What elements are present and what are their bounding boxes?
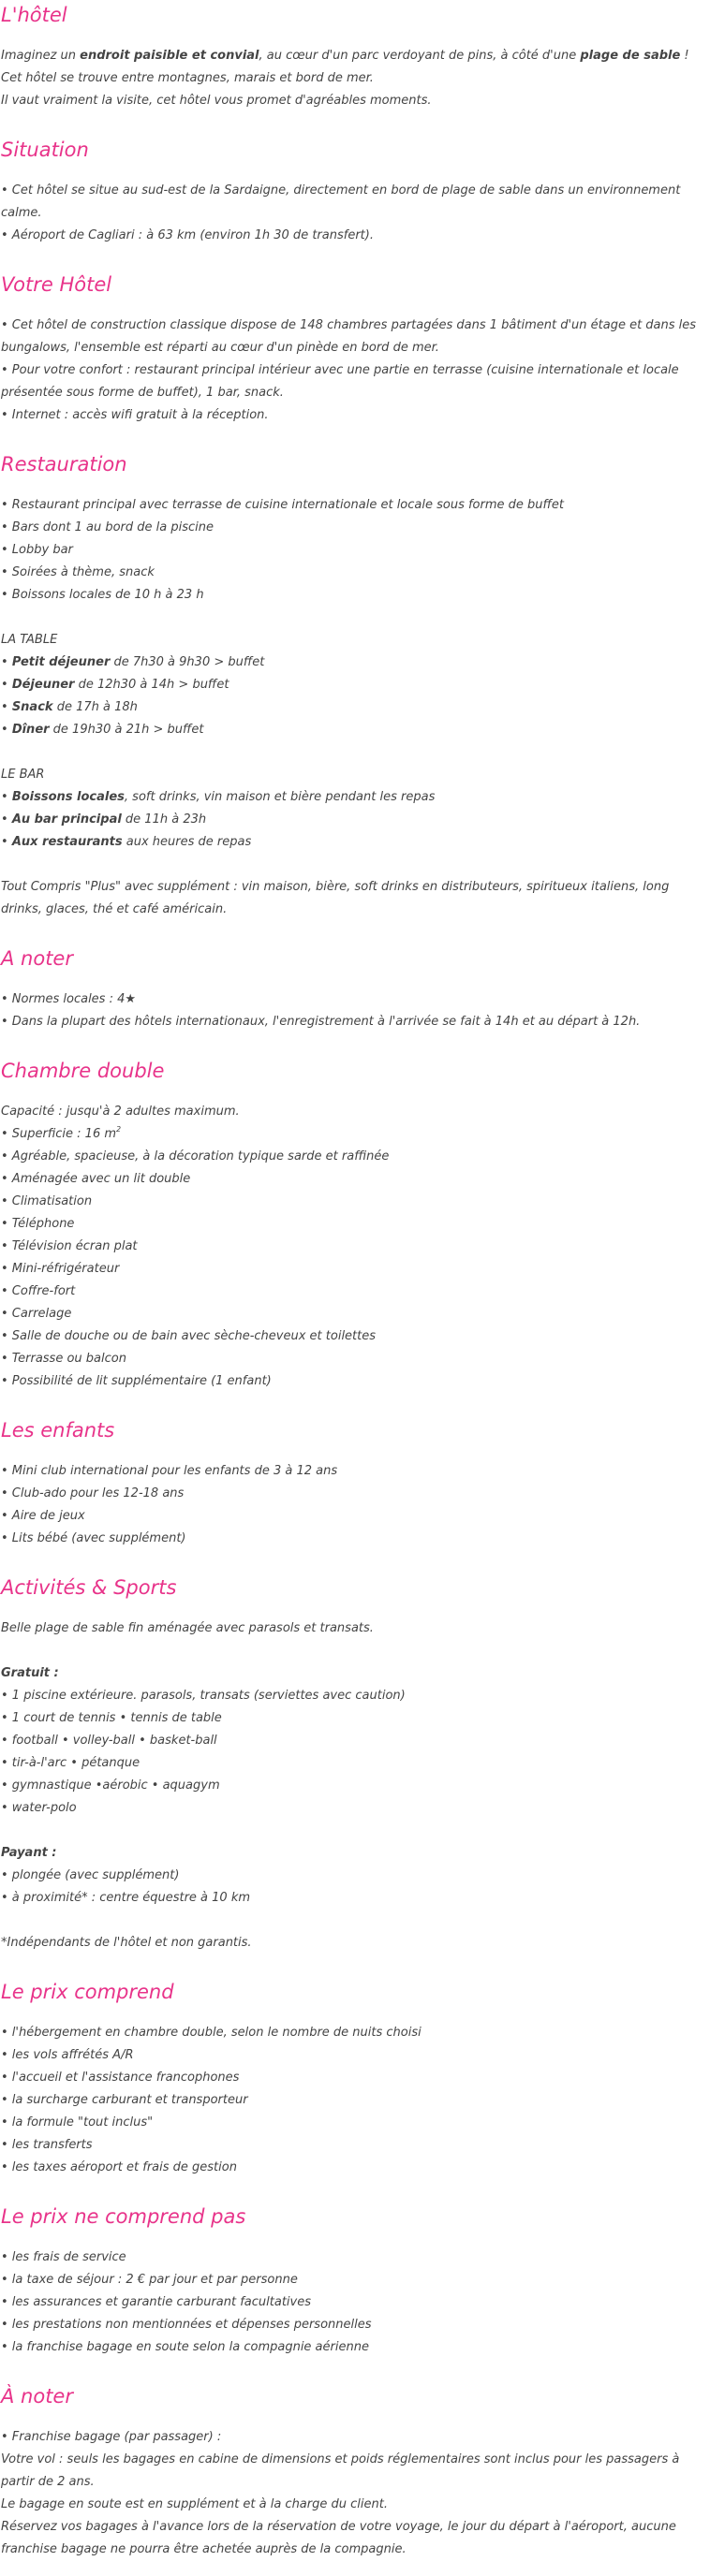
text-line: [1, 45, 708, 90]
text-line: [1, 2089, 708, 2112]
text-line: [1, 1370, 708, 1393]
text-line: [1, 1685, 708, 1707]
bold-text: Petit déjeuner: [11, 655, 111, 669]
text-span: •: [1, 812, 12, 827]
text-span: • Internet : accès wifi gratuit à la réception.: [1, 408, 269, 422]
text-span: • la taxe de séjour : 2 € par jour et par personne: [1, 2273, 298, 2287]
text-line: [1, 2494, 708, 2516]
section-le-prix-ne-comprend-pas: [1, 2202, 708, 2381]
text-span: • Terrasse ou balcon: [1, 1352, 126, 1366]
text-line: [1, 1842, 708, 1865]
text-line: [1, 1797, 708, 1820]
section-heading: A noter: [1, 947, 73, 970]
section-les-enfants: [1, 1415, 708, 1573]
spacer: [1, 854, 708, 876]
text-line: [1, 2314, 708, 2336]
text-line: [1, 1258, 708, 1281]
bold-text: Snack: [11, 700, 53, 714]
text-span: • water-polo: [1, 1801, 77, 1815]
text-line: [1, 2112, 708, 2134]
text-span: • les assurances et garantie carburant facultatives: [1, 2295, 312, 2309]
text-line: [1, 562, 708, 584]
text-span: Imaginez un: [1, 49, 81, 63]
text-span: • Aire de jeux: [1, 1509, 85, 1523]
section-heading: À noter: [1, 2385, 73, 2408]
text-span: • Cet hôtel se situe au sud-est de la Sardaigne, directement en bord de plage de sable dans un environnement calme.: [1, 183, 681, 220]
text-span: • Mini club international pour les enfants de 3 à 12 ans: [1, 1464, 338, 1478]
text-span: • Télévision écran plat: [1, 1239, 138, 1253]
text-line: [1, 1730, 708, 1752]
section-heading: Activités & Sports: [1, 1576, 177, 1599]
spacer: [1, 1086, 708, 1101]
spacer: [1, 479, 708, 494]
section-situation: [1, 135, 708, 270]
text-span: •: [1, 700, 12, 714]
spacer: [1, 1954, 708, 1977]
text-line: [1, 1236, 708, 1258]
text-line: [1, 1168, 708, 1191]
text-span: • Lobby bar: [1, 543, 73, 557]
text-line: [1, 1281, 708, 1303]
text-line: [1, 1505, 708, 1528]
text-span: • Bars dont 1 au bord de la piscine: [1, 520, 214, 534]
spacer: [1, 427, 708, 449]
text-line: [1, 1011, 708, 1033]
text-line: [1, 517, 708, 539]
section-l-hotel: [1, 0, 708, 135]
text-span: • football • volley-ball • basket-ball: [1, 1734, 217, 1748]
text-span: • Aéroport de Cagliari : à 63 km (environ 1h 30 de transfert).: [1, 228, 374, 242]
text-span: , soft drinks, vin maison et bière pendant les repas: [124, 790, 436, 804]
text-span: • plongée (avec supplément): [1, 1868, 180, 1882]
spacer: [1, 921, 708, 944]
text-line: [1, 1303, 708, 1325]
text-line: [1, 2336, 708, 2359]
text-span: • tir-à-l'arc • pétanque: [1, 1756, 141, 1770]
spacer: [1, 1393, 708, 1415]
text-span: de 17h à 18h: [52, 700, 138, 714]
text-span: • Club-ado pour les 12-18 ans: [1, 1486, 185, 1500]
text-line: [1, 90, 708, 112]
text-span: aux heures de repas: [122, 835, 252, 849]
spacer: [1, 30, 708, 45]
text-span: • Restaurant principal avec terrasse de cuisine internationale et locale sous forme de buffet: [1, 498, 565, 512]
text-span: • Salle de douche ou de bain avec sèche-cheveux et toilettes: [1, 1329, 377, 1343]
text-line: [1, 1707, 708, 1730]
text-span: Il vaut vraiment la visite, cet hôtel vous promet d'agréables moments.: [1, 94, 432, 108]
text-span: • l'hébergement en chambre double, selon le nombre de nuits choisi: [1, 2026, 422, 2040]
text-span: •: [1, 790, 12, 804]
section-restauration: [1, 449, 708, 944]
spacer: [1, 2232, 708, 2247]
text-line: [1, 764, 708, 786]
text-line: [1, 225, 708, 247]
text-span: de 19h30 à 21h > buffet: [49, 723, 204, 737]
text-line: [1, 359, 708, 404]
text-span: •: [1, 835, 12, 849]
spacer: [1, 165, 708, 180]
text-line: [1, 786, 708, 809]
text-line: [1, 2516, 708, 2561]
text-line: [1, 404, 708, 427]
text-line: [1, 2269, 708, 2291]
text-line: [1, 1483, 708, 1505]
text-line: [1, 315, 708, 359]
text-span: •: [1, 655, 12, 669]
spacer: [1, 1910, 708, 1932]
bold-text: Au bar principal: [11, 812, 122, 827]
text-span: Réservez vos bagages à l'avance lors de la réservation de votre voyage, le jour du départ à l'aéroport, aucune franchise bagage ne pourra être achetée auprès de la compagnie.: [1, 2520, 676, 2556]
text-span: •: [1, 678, 12, 692]
text-span: de 7h30 à 9h30 > buffet: [110, 655, 265, 669]
section-heading: Le prix comprend: [1, 1981, 174, 2003]
text-line: [1, 1617, 708, 1640]
text-line: [1, 988, 708, 1011]
section-le-prix-comprend: [1, 1977, 708, 2202]
spacer: [1, 973, 708, 988]
text-span: Capacité : jusqu'à 2 adultes maximum.: [1, 1105, 240, 1119]
text-line: [1, 1662, 708, 1685]
text-line: [1, 1865, 708, 1887]
text-span: • Dans la plupart des hôtels internationaux, l'enregistrement à l'arrivée se fait à 14h et au départ à 12h.: [1, 1015, 641, 1029]
section-heading: Le prix ne comprend pas: [1, 2205, 246, 2228]
text-line: [1, 2044, 708, 2067]
section-votre-hotel: [1, 270, 708, 449]
text-span: • Coffre-fort: [1, 1284, 76, 1298]
text-span: • à proximité* : centre équestre à 10 km: [1, 1891, 251, 1905]
text-line: [1, 629, 708, 651]
section-heading: Votre Hôtel: [1, 273, 112, 296]
text-span: • Soirées à thème, snack: [1, 565, 155, 579]
spacer: [1, 2359, 708, 2381]
section-heading: Situation: [1, 139, 89, 161]
text-line: [1, 494, 708, 517]
bold-text: endroit paisible et convial: [80, 49, 259, 63]
text-span: LE BAR: [1, 768, 45, 782]
text-line: [1, 1775, 708, 1797]
text-span: • Agréable, spacieuse, à la décoration typique sarde et raffinée: [1, 1149, 390, 1164]
text-line: [1, 651, 708, 674]
text-line: [1, 2247, 708, 2269]
text-span: Belle plage de sable fin aménagée avec parasols et transats.: [1, 1621, 374, 1635]
bold-text: Gratuit :: [1, 1666, 59, 1680]
text-span: de 12h30 à 14h > buffet: [74, 678, 229, 692]
text-span: • la franchise bagage en soute selon la compagnie aérienne: [1, 2340, 369, 2354]
text-span: • Possibilité de lit supplémentaire (1 enfant): [1, 1374, 272, 1388]
text-line: [1, 1528, 708, 1550]
text-span: • Cet hôtel de construction classique dispose de 148 chambres partagées dans 1 bâtiment d'un étage et dans les bungalows, l'ensemble est réparti au cœur d'un pinède en bord de mer.: [1, 318, 697, 355]
text-line: [1, 1123, 708, 1146]
section-heading: Les enfants: [1, 1419, 115, 1442]
text-span: , au cœur d'un parc verdoyant de pins, à côté d'une: [259, 49, 581, 63]
text-line: [1, 1887, 708, 1910]
section-heading: L'hôtel: [1, 4, 67, 26]
text-line: [1, 2291, 708, 2314]
text-line: [1, 2426, 708, 2449]
text-span: *Indépendants de l'hôtel et non garantis.: [1, 1936, 252, 1950]
text-line: [1, 1191, 708, 1213]
spacer: [1, 1033, 708, 1056]
text-span: • les prestations non mentionnées et dépenses personnelles: [1, 2318, 372, 2332]
text-span: LA TABLE: [1, 633, 58, 647]
spacer: [1, 741, 708, 764]
text-span: • Mini-réfrigérateur: [1, 1262, 120, 1276]
bold-text: Boissons locales: [11, 790, 125, 804]
text-line: [1, 674, 708, 696]
text-span: Votre vol : seuls les bagages en cabine de dimensions et poids réglementaires sont inclus pour les passagers à partir de 2 ans.: [1, 2452, 680, 2489]
text-span: • Carrelage: [1, 1307, 72, 1321]
text-span: • Normes locales : 4★: [1, 992, 137, 1006]
text-line: [1, 1348, 708, 1370]
text-span: • Téléphone: [1, 1217, 75, 1231]
text-line: [1, 1460, 708, 1483]
text-line: [1, 180, 708, 225]
text-line: [1, 584, 708, 607]
section-activites-sports: [1, 1573, 708, 1977]
text-line: [1, 2134, 708, 2157]
text-span: • 1 piscine extérieure. parasols, transats (serviettes avec caution): [1, 1689, 406, 1703]
spacer: [1, 1820, 708, 1842]
bold-text: Dîner: [11, 723, 50, 737]
text-span: •: [1, 723, 12, 737]
text-line: [1, 2157, 708, 2179]
text-span: • Boissons locales de 10 h à 23 h: [1, 588, 204, 602]
text-span: • les vols affrétés A/R: [1, 2048, 134, 2062]
text-line: [1, 539, 708, 562]
text-line: [1, 696, 708, 719]
text-span: • les frais de service: [1, 2250, 126, 2264]
text-span: • l'accueil et l'assistance francophones: [1, 2071, 240, 2085]
text-span: • 1 court de tennis • tennis de table: [1, 1711, 222, 1725]
text-span: • Franchise bagage (par passager) :: [1, 2430, 222, 2444]
bold-text: Payant :: [1, 1846, 57, 1860]
text-line: [1, 876, 708, 921]
text-line: [1, 2449, 708, 2494]
spacer: [1, 2179, 708, 2202]
text-span: • Lits bébé (avec supplément): [1, 1531, 186, 1545]
spacer: [1, 1603, 708, 1617]
spacer: [1, 607, 708, 629]
spacer: [1, 247, 708, 270]
text-line: [1, 1932, 708, 1954]
text-span: • Pour votre confort : restaurant principal intérieur avec une partie en terrasse (cuisine internationale et locale présentée sous forme de buffet), 1 bar, snack.: [1, 363, 679, 400]
spacer: [1, 1550, 708, 1573]
text-span: • gymnastique •aérobic • aquagym: [1, 1778, 220, 1793]
spacer: [1, 1445, 708, 1460]
text-span: de 11h à 23h: [121, 812, 207, 827]
bold-text: Aux restaurants: [11, 835, 123, 849]
text-span: • Aménagée avec un lit double: [1, 1172, 191, 1186]
text-line: [1, 1101, 708, 1123]
bold-text: plage de sable: [580, 49, 681, 63]
text-span: • les taxes aéroport et frais de gestion: [1, 2160, 237, 2174]
text-span: • les transferts: [1, 2138, 93, 2152]
text-line: [1, 809, 708, 831]
text-span: Tout Compris "Plus" avec supplément : vin maison, bière, soft drinks en distributeurs, spiritueux italiens, long drinks, glaces, thé et café américain.: [1, 880, 670, 916]
text-span: ! Cet hôtel se trouve entre montagnes, marais et bord de mer.: [1, 49, 689, 85]
section-chambre-double: [1, 1056, 708, 1415]
text-line: [1, 1752, 708, 1775]
text-span: • la formule "tout inclus": [1, 2115, 154, 2130]
spacer: [1, 2007, 708, 2022]
text-line: [1, 831, 708, 854]
bold-text: Déjeuner: [11, 678, 75, 692]
section-heading: Chambre double: [1, 1060, 165, 1082]
section-a-noter: [1, 2381, 708, 2561]
spacer: [1, 1640, 708, 1662]
text-span: • Superficie : 16 m: [1, 1127, 117, 1141]
spacer: [1, 300, 708, 315]
text-line: [1, 2022, 708, 2044]
text-line: [1, 2067, 708, 2089]
text-line: [1, 719, 708, 741]
text-span: Le bagage en soute est en supplément et à la charge du client.: [1, 2497, 388, 2511]
superscript: 2: [116, 1125, 122, 1134]
text-span: • Climatisation: [1, 1194, 93, 1208]
section-heading: Restauration: [1, 453, 127, 476]
text-line: [1, 1325, 708, 1348]
text-line: [1, 1146, 708, 1168]
spacer: [1, 2411, 708, 2426]
spacer: [1, 112, 708, 135]
section-a-noter: [1, 944, 708, 1056]
text-span: • la surcharge carburant et transporteur: [1, 2093, 248, 2107]
text-line: [1, 1213, 708, 1236]
